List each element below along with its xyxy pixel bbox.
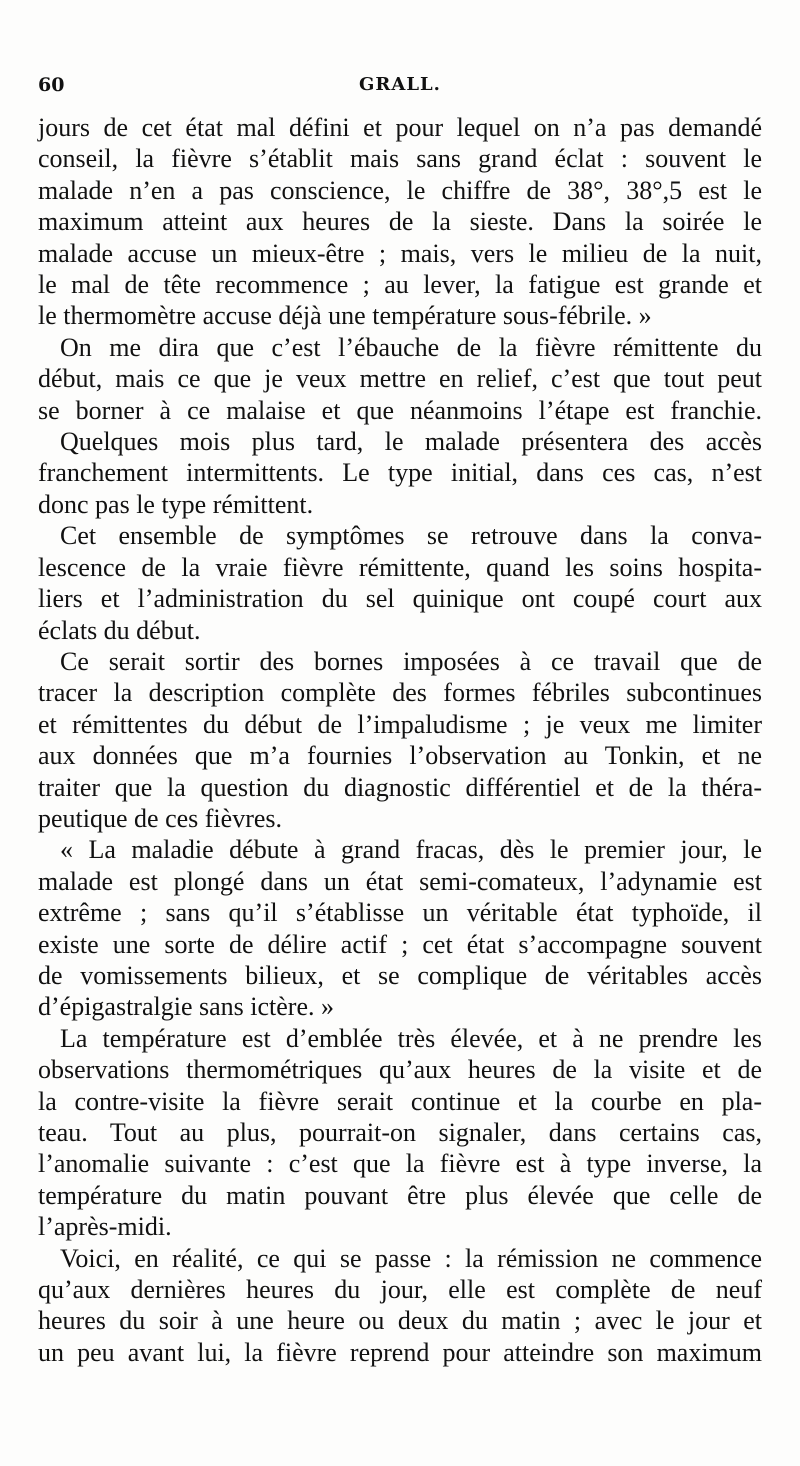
body-text <box>38 112 762 1368</box>
text-line: début, mais ce que je veux mettre en relief, c’est que tout peut <box>38 364 762 394</box>
text-line: jours de cet état mal défini et pour lequel on n’a pas demandé <box>38 113 762 142</box>
text-line: se borner à ce malaise et que néanmoins l’étape est franchie. <box>38 395 762 425</box>
text-line: teau. Tout au plus, pourrait-on signaler, dans certains cas, <box>38 1118 762 1147</box>
text-line: Quelques mois plus tard, le malade présentera des accès <box>60 427 762 457</box>
text-line: éclats du début. <box>38 615 201 645</box>
text-line: lescence de la vraie fièvre rémittente, quand les soins hospita- <box>38 552 762 582</box>
text-line: et rémittentes du début de l’impaludisme ; je veux me limiter <box>38 709 762 739</box>
text-line: La température est d’emblée très élevée, et à ne prendre les <box>60 1023 762 1053</box>
text-line: heures du soir à une heure ou deux du matin ; avec le jour et <box>38 1306 762 1336</box>
text-line: peutique de ces fièvres. <box>38 803 283 833</box>
text-line: extrême ; sans qu’il s’établisse un véritable état typhoïde, il <box>38 898 762 928</box>
text-line: tracer la description complète des formes fébriles subcontinues <box>38 678 762 708</box>
text-line: la contre-visite la fièvre serait continue et la courbe en pla- <box>38 1086 762 1116</box>
text-line: observations thermométriques qu’aux heures de la visite et de <box>38 1055 762 1085</box>
text-line: aux données que m’a fournies l’observation au Tonkin, et ne <box>38 741 762 771</box>
text-line: un peu avant lui, la fièvre reprend pour atteindre son maximum <box>38 1337 762 1367</box>
text-line: malade n’en a pas conscience, le chiffre de 38°, 38°,5 est le <box>38 175 762 205</box>
text-line: Ce serait sortir des bornes imposées à ce travail que de <box>60 646 762 676</box>
text-line: donc pas le type rémittent. <box>38 489 314 519</box>
text-line: qu’aux dernières heures du jour, elle est complète de neuf <box>38 1275 762 1305</box>
text-line: Cet ensemble de symptômes se retrouve dans la conva- <box>60 521 762 551</box>
text-line: liers et l’administration du sel quinique ont coupé court aux <box>38 584 762 614</box>
text-line: le thermomètre accuse déjà une température sous-fébrile. » <box>38 301 652 331</box>
text-line: de vomissements bilieux, et se complique de véritables accès <box>38 960 762 990</box>
text-line: malade est plongé dans un état semi-comateux, l’adynamie est <box>38 866 762 896</box>
text-line: malade accuse un mieux-être ; mais, vers le milieu de la nuit, <box>38 238 762 268</box>
text-line: traiter que la question du diagnostic différentiel et de la théra- <box>38 772 762 802</box>
text-line: l’après-midi. <box>38 1212 172 1242</box>
text-line: On me dira que c’est l’ébauche de la fièvre rémittente du <box>60 332 762 362</box>
text-line: le mal de tête recommence ; au lever, la fatigue est grande et <box>38 270 762 300</box>
text-line: l’anomalie suivante : c’est que la fièvre est à type inverse, la <box>38 1149 762 1179</box>
text-line: existe une sorte de délire actif ; cet état s’accompagne souvent <box>38 929 762 959</box>
text-line: conseil, la fièvre s’établit mais sans grand éclat : souvent le <box>38 144 762 174</box>
text-line: d’épigastralgie sans ictère. » <box>38 992 334 1022</box>
running-title: GRALL. <box>359 74 441 95</box>
page-number: 60 <box>38 74 65 96</box>
text-line: franchement intermittents. Le type initial, dans ces cas, n’est <box>38 458 762 488</box>
running-head <box>38 74 762 104</box>
text-line: maximum atteint aux heures de la sieste. Dans la soirée le <box>38 207 762 237</box>
text-line: « La maladie débute à grand fracas, dès le premier jour, le <box>60 835 762 865</box>
text-line: Voici, en réalité, ce qui se passe : la rémission ne commence <box>60 1243 762 1273</box>
text-line: température du matin pouvant être plus élevée que celle de <box>38 1180 762 1210</box>
